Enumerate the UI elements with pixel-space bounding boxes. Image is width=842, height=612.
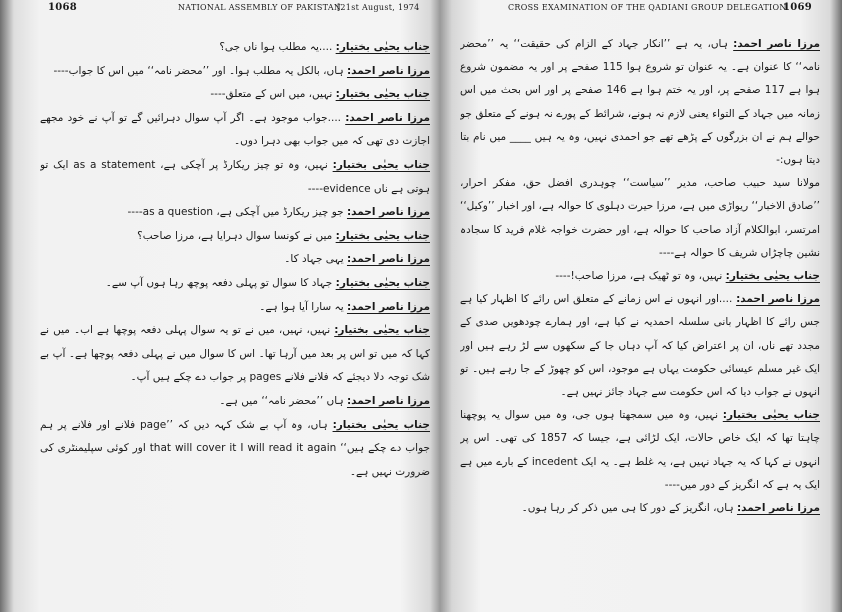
speaker-name: جناب یحیٰی بختیار: <box>332 418 430 431</box>
speaker-name: مرزا ناصر احمد: <box>736 293 820 306</box>
speaker-name: جناب یحیٰی بختیار: <box>332 158 430 171</box>
dialogue-paragraph <box>460 288 820 404</box>
right-page <box>460 0 820 612</box>
speaker-name: جناب یحیٰی بختیار: <box>335 229 430 242</box>
dialogue-paragraph <box>40 319 430 390</box>
speaker-name: جناب یحیٰی بختیار: <box>334 324 430 337</box>
dialogue-text: ہاں، انگریز کے دور کا ہی میں ذکر کر رہا ہوں۔ <box>521 502 734 515</box>
dialogue-text: ....اور انہوں نے اس زمانے کے متعلق اس رائے کا اظہار کیا ہے جس رائے کا اظہار بانی سلسلہ احمدیہ نے کیا ہے، اور ہمارے چودھویں صدی کے مجدد تھے ناں، ان پر اعتراض کیا کہ آپ دہاں جا کے سکھوں سے لڑ رہے ہیں اور ایک غیر مسلم عیسائی حکومت یہاں ہے موجود، اس کو چھوڑ کے جا رہے ہیں۔ تو انہوں نے جواب دیا کہ اس حکومت سے جہاد جائز نہیں ہے۔ <box>460 293 820 399</box>
speaker-name: جناب یحیٰی بختیار: <box>335 88 430 101</box>
speaker-name: مرزا ناصر احمد: <box>733 38 820 50</box>
speaker-name: مرزا ناصر احمد: <box>346 300 430 313</box>
right-running-head <box>460 3 820 17</box>
speaker-name: مرزا ناصر احمد: <box>346 64 430 77</box>
right-body-text <box>460 33 820 520</box>
dialogue-text: جہاد کا سوال تو پہلی دفعہ پوچھ رہا ہوں آپ سے۔ <box>105 276 333 289</box>
dialogue-paragraph <box>40 36 430 60</box>
left-page-number: 1068 <box>48 2 78 13</box>
dialogue-text: نہیں، وہ میں سمجھتا ہوں جی، وہ میں سوال یہ پوچھنا چاہتا تھا کہ ایک خاص حالات، ایک لڑائی ہے، جیسا کہ 1857 کی تھی۔ اس پر انہوں نے کہا کہ یہ جہاد نہیں ہے، یہ غلط ہے۔ یہ ایک incedent کے بارے میں ہے ایک یہ ہے کہ انگریز کے دور میں---- <box>460 409 820 491</box>
dialogue-paragraph <box>460 172 820 265</box>
dialogue-paragraph <box>40 60 430 84</box>
left-page <box>40 0 430 612</box>
dialogue-text: ہاں، وہ آپ بے شک کہہ دیں کہ ’’page فلانے اور فلانے پر ہم جواب دے چکے ہیں‘‘ that will cover it I will read it again اور کوئی سپلیمنٹری کی ضرورت نہیں ہے۔ <box>40 418 430 478</box>
dialogue-text: ہاں، یہ ہے ’’انکار جہاد کے الزام کی حقیقت‘‘ یہ ’’محضر نامہ‘‘ کا عنوان ہے۔ یہ عنوان تو شروع ہوا 115 صفحے پر اور یہ مضمون شروع ہوا ہے 117 صفحے پر، اور یہ ختم ہوا ہے 146 صفحے پر اور اس بحث میں اس زمانہ میں جہاد کے التواء یعنی لازم نہ ہونے، شرائط کے پورے نہ ہونے کے متعلق جو حوالے ہم نے ان بزرگوں کے پڑھے تھے جو احمدی نہیں، وہ یہ ہیں ____ میں نام بتا دیتا ہوں:- <box>460 38 820 167</box>
speaker-name: جناب یحیٰی بختیار: <box>725 270 820 283</box>
left-body-text <box>40 36 430 484</box>
dialogue-paragraph <box>40 296 430 320</box>
dialogue-text: نہیں، میں اس کے متعلق---- <box>210 88 333 101</box>
dialogue-paragraph <box>40 248 430 272</box>
speaker-name: جناب یحیٰی بختیار: <box>722 409 820 422</box>
dialogue-paragraph <box>460 33 820 172</box>
dialogue-text: ہاں ’’محضر نامہ‘‘ میں ہے۔ <box>219 394 344 407</box>
dialogue-text: جو چیز ریکارڈ میں آچکی ہے، as a question---- <box>127 206 344 219</box>
speaker-name: جناب یحیٰی بختیار: <box>335 276 430 289</box>
dialogue-paragraph <box>460 404 820 497</box>
dialogue-paragraph <box>40 225 430 249</box>
dialogue-text: ....یہ مطلب ہوا ناں جی؟ <box>219 41 333 53</box>
speaker-name: مرزا ناصر احمد: <box>345 111 430 124</box>
speaker-name: مرزا ناصر احمد: <box>346 253 430 266</box>
left-running-head <box>40 3 430 17</box>
dialogue-text: ....جواب موجود ہے۔ اگر آپ سوال دہرائیں گے تو آپ نے خود مجھے اجازت دی تھی کہ میں جواب بھی دہرا دوں۔ <box>40 111 430 148</box>
dialogue-text: نہیں، وہ تو چیز ریکارڈ پر آچکی ہے، as a statement ایک تو ہوتی ہے ناں evidence---- <box>40 158 430 195</box>
dialogue-paragraph <box>40 390 430 414</box>
dialogue-paragraph <box>40 414 430 485</box>
dialogue-paragraph <box>40 272 430 296</box>
dialogue-text: یہی جہاد کا۔ <box>284 253 344 266</box>
dialogue-text: نہیں، وہ تو ٹھیک ہے، مرزا صاحب!---- <box>555 270 723 283</box>
right-header-title: CROSS EXAMINATION OF THE QADIANI GROUP DELEGATION <box>508 3 787 12</box>
dialogue-text: مولانا سید حبیب صاحب، مدیر ’’سیاست‘‘ چوہدری افضل حق، مفکر احرار، ’’صادق الاخبار‘‘ ریواڑی میں ہے، مرزا حیرت دہلوی کا حوالہ ہے، اور اخبار ’’وکیل‘‘ امرتسر، ابوالکلام آزاد صاحب کا حوالہ ہے، اور حضرت خواجہ غلام فرید کا سجادہ نشین چاچڑاں شریف کا حوالہ ہے---- <box>460 177 820 259</box>
dialogue-paragraph <box>40 154 430 201</box>
dialogue-paragraph <box>40 107 430 154</box>
dialogue-text: ہاں، بالکل یہ مطلب ہوا۔ اور ’’محضر نامہ‘‘ میں اس کا جواب---- <box>53 64 344 77</box>
dialogue-paragraph <box>460 265 820 288</box>
speaker-name: مرزا ناصر احمد: <box>346 206 430 219</box>
speaker-name: مرزا ناصر احمد: <box>346 394 430 407</box>
dialogue-paragraph <box>460 497 820 520</box>
dialogue-text: یہ سارا آیا ہوا ہے۔ <box>259 300 344 313</box>
dialogue-text: میں نے کونسا سوال دہرایا ہے، مرزا صاحب؟ <box>137 229 333 242</box>
left-header-date: [21st August, 1974 <box>337 3 420 12</box>
right-page-number: 1069 <box>783 2 813 13</box>
left-header-title: NATIONAL ASSEMBLY OF PAKISTAN <box>178 3 342 12</box>
dialogue-text: نہیں، نہیں، میں نے تو یہ سوال پہلی دفعہ پوچھا ہے اب۔ میں نے کہا کہ میں تو اس پر بعد میں آرہا تھا۔ اس کا سوال میں نے پہلی دفعہ پوچھا ہے۔ آپ بے شک توجہ دلا دیجئے کہ فلانے فلانے pages پر جواب دے چکے ہیں آپ۔ <box>40 324 430 384</box>
dialogue-paragraph <box>40 83 430 107</box>
dialogue-paragraph <box>40 201 430 225</box>
speaker-name: جناب یحیٰی بختیار: <box>335 41 430 53</box>
speaker-name: مرزا ناصر احمد: <box>736 502 820 515</box>
